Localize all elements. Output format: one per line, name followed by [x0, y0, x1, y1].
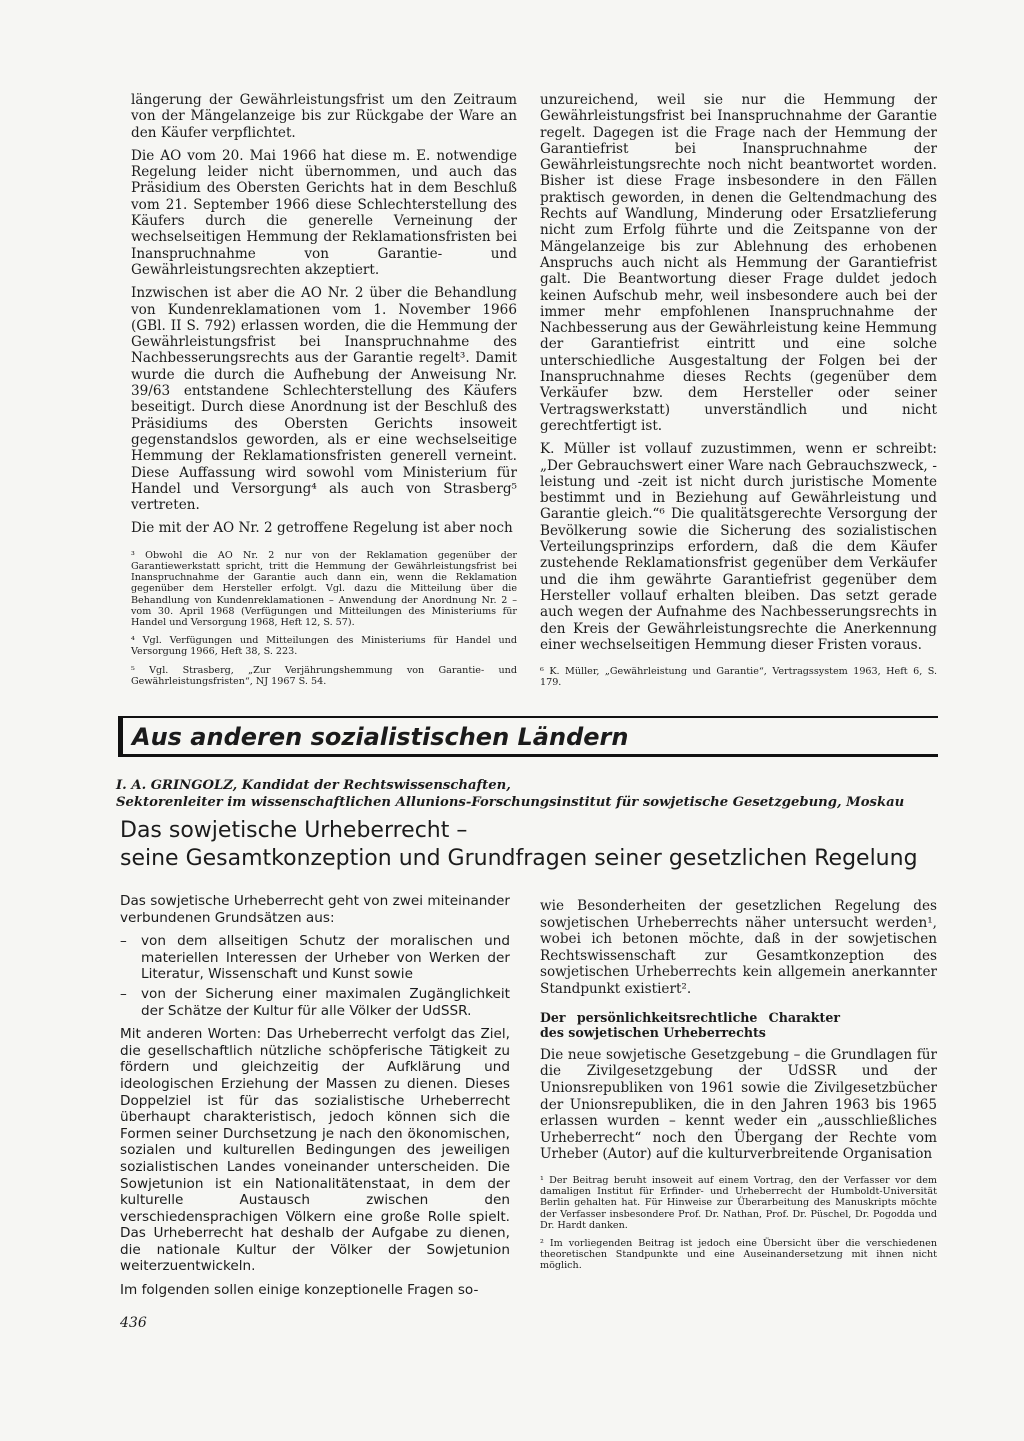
subheading: Der persönlichkeitsrechtliche Charakter des sowjetischen Urheberrechts — [540, 1009, 840, 1041]
footnote-6: ⁶ K. Müller, „Gewährleistung und Garantie“, Vertragssystem 1963, Heft 6, S. 179. — [540, 666, 937, 689]
paragraph: Das sowjetische Urheberrecht geht von zwei miteinander verbundenen Grundsätzen aus: — [120, 893, 510, 926]
article-right-column — [540, 898, 937, 1279]
section-title: Aus anderen sozialistischen Ländern — [132, 723, 629, 751]
article-title-line-1: Das sowjetische Urheberrecht – — [120, 818, 468, 843]
section-rule — [118, 716, 938, 718]
top-left-column — [131, 92, 517, 694]
article-title — [120, 817, 960, 873]
section-header — [118, 722, 938, 757]
section-bar — [118, 716, 123, 756]
footnote-3: ³ Obwohl die AO Nr. 2 nur von der Reklamation gegenüber der Garantiewerkstatt spricht, tritt die Hemmung der Gewährleistungsfrist bei Inanspruchnahme der Garantie auch dann ein, wenn die Reklamation gegenüber dem Hersteller erfolgt. Vgl. dazu die Mitteilung über die Behandlung von Kundenreklamationen – Anwendung der Anordnung Nr. 2 – vom 30. April 1968 (Verfügungen und Mitteilungen des Ministeriums für Handel und Versorgung 1968, Heft 12, S. 57). — [131, 549, 517, 628]
footnote-4: ⁴ Vgl. Verfügungen und Mitteilungen des Ministeriums für Handel und Versorgung 1966, Heft 38, S. 223. — [131, 635, 517, 658]
paragraph: längerung der Gewährleistungsfrist um den Zeitraum von der Mängelanzeige bis zur Rückgabe der Ware an den Käufer verpflichtet. — [131, 92, 517, 141]
list-item: – von der Sicherung einer maximalen Zugänglichkeit der Schätze der Kultur für alle Völker der UdSSR. — [120, 986, 510, 1019]
paragraph: Mit anderen Worten: Das Urheberrecht verfolgt das Ziel, die gesellschaftlich nützliche schöpferische Tätigkeit zu fördern und gleichzeitig der Aufklärung und ideologischen Erziehung der Massen zu dienen. Dieses Doppelziel ist für das sozialistische Urheberrecht überhaupt charakteristisch, jedoch können sich die Formen seiner Durchsetzung je nach den ökonomischen, sozialen und kulturellen Bedingungen des jeweiligen sozialistischen Landes voneinander unterscheiden. Die Sowjetunion ist ein Nationalitätenstaat, in dem der kulturelle Austausch zwischen den verschiedensprachigen Völkern eine große Rolle spielt. Das Urheberrecht hat deshalb der Aufgabe zu dienen, die nationale Kultur der Völker der Sowjetunion weiterzuentwickeln. — [120, 1026, 510, 1275]
footnote-2: ² Im vorliegenden Beitrag ist jedoch eine Übersicht über die verschiedenen theoretischen Standpunkte und eine Auseinandersetzung mit ihnen nicht möglich. — [540, 1237, 937, 1272]
paragraph: unzureichend, weil sie nur die Hemmung der Gewährleistungsfrist bei Inanspruchnahme der Garantie regelt. Dagegen ist die Frage nach der Hemmung der Garantiefrist bei Inanspruchnahme der Gewährleistungsrechte noch nicht beantwortet worden. Bisher ist diese Frage insbesondere in den Fällen praktisch geworden, in denen die Geltendmachung des Rechts auf Wandlung, Minderung oder Ersatzlieferung nicht zum Erfolg führte und die Zeitspanne von der Mängelanzeige bis zur Ablehnung des erhobenen Anspruchs auch nicht als Hemmung der Garantiefrist galt. Die Beantwortung dieser Frage duldet jedoch keinen Aufschub mehr, weil insbesondere auch bei der immer mehr empfohlenen Inanspruchnahme der Nachbesserung aus der Gewährleistung keine Hemmung der Garantiefrist eintritt und eine solche unterschiedliche Ausgestaltung der Folgen bei der Inanspruchnahme dieses Rechts (gegenüber dem Verkäufer bzw. dem Hersteller oder seiner Vertragswerkstatt) unverständlich und nicht gerechtfertigt ist. — [540, 92, 937, 434]
author-line-2: Sektorenleiter im wissenschaftlichen Allunions-Forschungsinstitut für sowjetische Gesetzgebung, Moskau — [116, 795, 905, 810]
footnote-5: ⁵ Vgl. Strasberg, „Zur Verjährungshemmung von Garantie- und Gewährleistungsfristen“, NJ 1967 S. 54. — [131, 664, 517, 687]
paragraph: Im folgenden sollen einige konzeptionelle Fragen so- — [120, 1282, 479, 1299]
article-title-line-2: seine Gesamtkonzeption und Grundfragen seiner gesetzlichen Regelung — [120, 846, 918, 871]
paragraph: Die mit der AO Nr. 2 getroffene Regelung ist aber noch — [131, 520, 513, 537]
principles-list — [120, 933, 510, 1019]
footnote-1: ¹ Der Beitrag beruht insoweit auf einem Vortrag, den der Verfasser vor dem damaligen Institut für Erfinder- und Urheberrecht der Humboldt-Universität Berlin gehalten hat. Für Hinweise zur Überarbeitung des Manuskripts möchte der Verfasser insbesondere Prof. Dr. Nathan, Prof. Dr. Püschel, Dr. Pogodda und Dr. Hardt danken. — [540, 1174, 937, 1231]
list-item: – von dem allseitigen Schutz der moralischen und materiellen Interessen der Urheber von Werken der Literatur, Wissenschaft und Kunst sowie — [120, 933, 510, 983]
paragraph: Inzwischen ist aber die AO Nr. 2 über die Behandlung von Kundenreklamationen vom 1. November 1966 (GBl. II S. 792) erlassen worden, die die Hemmung der Gewährleistungsfrist bei Inanspruchnahme des Nachbesserungsrechts aus der Garantie regelt³. Damit wurde die durch die Aufhebung der Anweisung Nr. 39/63 entstandene Schlechterstellung des Käufers beseitigt. Durch diese Anordnung ist der Beschluß des Präsidiums des Obersten Gerichts insoweit gegenstandslos geworden, als er eine wechselseitige Hemmung der Reklamationsfristen generell verneint. Diese Auffassung wird sowohl vom Ministerium für Handel und Versorgung⁴ als auch von Strasberg⁵ vertreten. — [131, 285, 517, 514]
page-number: 436 — [120, 1315, 147, 1331]
top-right-column — [540, 92, 937, 696]
paragraph: Die neue sowjetische Gesetzgebung – die Grundlagen für die Zivilgesetzgebung der UdSSR und der Unionsrepubliken von 1961 sowie die Zivilgesetzbücher der Unionsrepubliken, die in den Jahren 1963 bis 1965 erlassen wurden – kennt weder ein „ausschließliches Urheberrecht“ noch den Übergang der Rechte vom Urheber (Autor) auf die kulturverbreitende Organisation — [540, 1046, 937, 1163]
author-block — [116, 777, 946, 811]
author-line-1: I. A. GRINGOLZ, Kandidat der Rechtswissenschaften, — [116, 778, 511, 793]
paragraph: K. Müller ist vollauf zuzustimmen, wenn er schreibt: „Der Gebrauchswert einer Ware nach Gebrauchszweck, -leistung und -zeit ist nicht durch juristische Momente bestimmt und in Beziehung auf Gewährleistung und Garantie gleich.“⁶ Die qualitätsgerechte Versorgung der Bevölkerung sowie die Sicherung des sozialistischen Verteilungsprinzips erfordern, daß die dem Käufer zustehende Reklamationsfrist gegenüber dem Verkäufer und die ihm gewährte Garantiefrist gegenüber dem Hersteller vollauf erhalten bleiben. Das setzt gerade auch wegen der Aufnahme des Nachbesserungsrechts in den Kreis der Gewährleistungsrechte die Anerkennung einer wechselseitigen Hemmung dieser Fristen voraus. — [540, 441, 937, 653]
paragraph: Die AO vom 20. Mai 1966 hat diese m. E. notwendige Regelung leider nicht übernommen, und auch das Präsidium des Obersten Gerichts hat in dem Beschluß vom 21. September 1966 diese Schlechterstellung des Käufers durch die generelle Verneinung der wechselseitigen Hemmung der Reklamationsfristen bei Inanspruchnahme von Garantie- und Gewährleistungsrechten akzeptiert. — [131, 147, 517, 278]
paragraph: wie Besonderheiten der gesetzlichen Regelung des sowjetischen Urheberrechts näher untersucht werden¹, wobei ich betonen möchte, daß in der sowjetischen Rechtswissenschaft zur Gesamtkonzeption des sowjetischen Urheberrechts kein allgemein anerkannter Standpunkt existiert². — [540, 898, 937, 997]
article-left-column — [120, 893, 510, 1306]
